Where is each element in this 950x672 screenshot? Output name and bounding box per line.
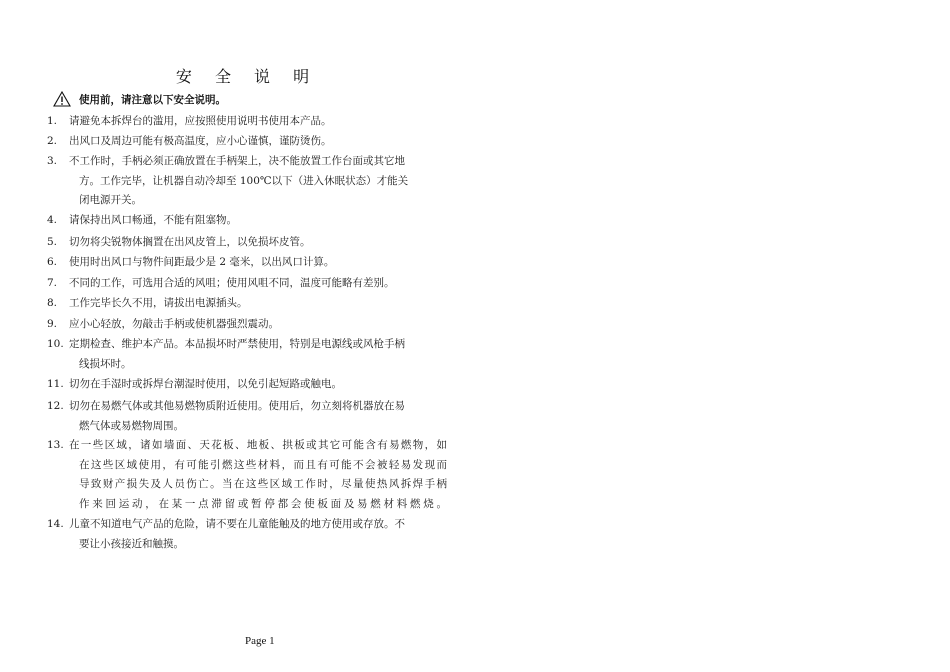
- item-text: 工作完毕长久不用，请拔出电源插头。: [69, 297, 248, 309]
- item-text: 导致财产损失及人员伤亡。当在这些区域工作时，尽量使热风拆焊手柄: [79, 478, 447, 490]
- item-text: 要让小孩接近和触摸。: [79, 537, 184, 550]
- item-text: 出风口及周边可能有极高温度，应小心谨慎，谨防烫伤。: [69, 135, 332, 147]
- item-number: 3.: [47, 155, 58, 167]
- item-text: 应小心轻放，勿敲击手柄或使机器强烈震动。: [69, 318, 279, 330]
- item-text: 儿童不知道电气产品的危险，请不要在儿童能触及的地方使用或存放。不: [69, 518, 405, 530]
- item-text: 请保持出风口畅通，不能有阻塞物。: [69, 214, 237, 226]
- item-number: 8.: [47, 297, 58, 309]
- item-number: 11.: [47, 378, 64, 390]
- item-text: 方。工作完毕，让机器自动冷却至 100℃以下（进入休眠状态）才能关: [79, 174, 409, 187]
- warning-notice: [53, 90, 226, 108]
- list-item-10: [47, 335, 447, 374]
- list-item-4: [47, 211, 447, 231]
- item-number: 14.: [47, 518, 64, 530]
- item-number: 7.: [47, 277, 58, 289]
- item-number: 1.: [47, 115, 58, 127]
- item-number: 12.: [47, 400, 64, 412]
- item-number: 9.: [47, 318, 58, 330]
- item-text: 请避免本拆焊台的滥用，应按照使用说明书使用本产品。: [69, 115, 332, 127]
- list-item-8: [47, 294, 447, 314]
- list-item-5: [47, 233, 447, 253]
- list-item-11: [47, 375, 447, 395]
- list-item-9: [47, 315, 447, 335]
- item-number: 13.: [47, 439, 64, 451]
- item-text: 切勿在易燃气体或其他易燃物质附近使用。使用后，勿立刻将机器放在易: [69, 400, 405, 412]
- list-item-12: [47, 397, 447, 436]
- warning-text: 使用前，请注意以下安全说明。: [79, 93, 226, 106]
- item-text: 作来回运动，在某一点滞留或暂停都会使板面及易燃材料燃烧。: [79, 497, 447, 510]
- item-number: 10.: [47, 338, 64, 350]
- list-item-7: [47, 274, 447, 294]
- item-text: 在一些区域，诸如墙面、天花板、地板、拱板或其它可能含有易燃物，如: [69, 439, 447, 451]
- item-number: 2.: [47, 135, 58, 147]
- item-text: 在这些区域使用，有可能引燃这些材料，而且有可能不会被轻易发现而: [79, 458, 447, 471]
- item-text: 线损坏时。: [79, 357, 132, 370]
- item-text: 使用时出风口与物件间距最少是 2 毫米，以出风口计算。: [69, 256, 335, 268]
- list-item-6: [47, 253, 447, 273]
- list-item-2: [47, 132, 447, 152]
- warning-triangle-icon: [53, 91, 71, 107]
- list-item-3: [47, 152, 447, 211]
- list-item-13: [47, 436, 447, 514]
- item-text: 不同的工作，可选用合适的风咀；使用风咀不同，温度可能略有差别。: [69, 277, 395, 289]
- item-text: 定期检查、维护本产品。本品损坏时严禁使用，特别是电源线或风枪手柄: [69, 338, 405, 350]
- item-text: 切勿在手湿时或拆焊台潮湿时使用，以免引起短路或触电。: [69, 378, 342, 390]
- item-text: 闭电源开关。: [79, 194, 142, 206]
- page-title: 安 全 说 明: [175, 67, 319, 86]
- item-number: 6.: [47, 256, 58, 268]
- list-item-14: [47, 515, 447, 554]
- list-item-1: [47, 112, 447, 132]
- item-text: 燃气体或易燃物周围。: [79, 419, 184, 432]
- item-number: 4.: [47, 214, 58, 226]
- item-number: 5.: [47, 236, 58, 248]
- page-number: Page 1: [245, 635, 275, 647]
- item-text: 不工作时，手柄必须正确放置在手柄架上，决不能放置工作台面或其它地: [69, 155, 405, 167]
- item-text: 切勿将尖锐物体搁置在出风皮管上，以免损坏皮管。: [69, 236, 311, 248]
